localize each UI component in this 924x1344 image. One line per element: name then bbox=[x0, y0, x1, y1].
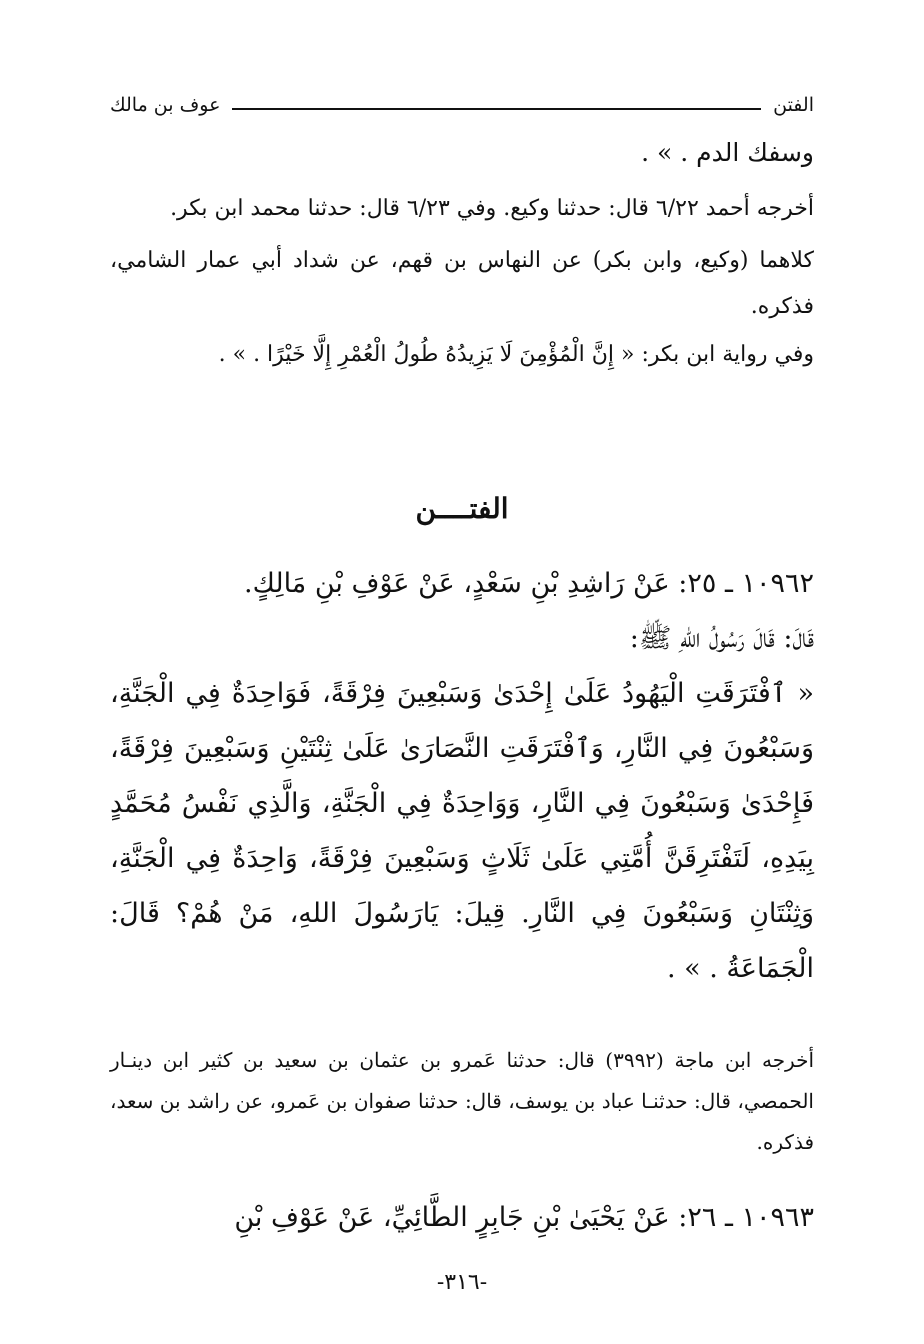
previous-hadith-tail: وسفك الدم . » . bbox=[641, 138, 814, 167]
hadith-10962-intro: قَالَ: قَالَ رَسُولُ اللهِ ﷺ: bbox=[629, 623, 814, 654]
hadith-10962 bbox=[110, 556, 814, 996]
hadith-10962-source bbox=[110, 1040, 814, 1163]
section-title: الفتــــن bbox=[415, 492, 509, 525]
hadith-10963-isnad: ١٠٩٦٣ ـ ٢٦: عَنْ يَحْيَىٰ بْنِ جَابِرٍ الطَّائِيِّ، عَنْ عَوْفِ بْنِ bbox=[234, 1202, 814, 1233]
header-narrator: عوف بن مالك bbox=[110, 94, 221, 116]
source-chain: كلاهما (وكيع، وابن بكر) عن النهاس بن قهم، عن شداد أبي عمار الشامي، فذكره. bbox=[110, 248, 814, 319]
running-header bbox=[110, 84, 814, 116]
source-ibn-majah: أخرجه ابن ماجة (٣٩٩٢) قال: حدثنا عَمرو بن عثمان بن سعيد بن كثير ابن دينـار الحمصي، قال: حدثنـا عباد بن يوسف، قال: حدثنا صفوان بن عَمرو، عن راشد بن سعد، فذكره. bbox=[110, 1048, 815, 1154]
header-rule bbox=[232, 108, 761, 110]
hadith-10962-isnad: ١٠٩٦٢ ـ ٢٥: عَنْ رَاشِدِ بْنِ سَعْدٍ، عَنْ عَوْفِ بْنِ مَالِكٍ. bbox=[244, 568, 814, 599]
hadith-10963 bbox=[110, 1190, 814, 1245]
variant-narration: وفي رواية ابن بكر: « إِنَّ الْمُؤْمِنَ لَا يَزِيدُهُ طُولُ الْعُمْرِ إِلَّا خَيْرًا . » . bbox=[218, 342, 814, 367]
hadith-10962-matn: « ٱفْتَرَقَتِ الْيَهُودُ عَلَىٰ إِحْدَىٰ وَسَبْعِينَ فِرْقَةً، فَوَاحِدَةٌ فِي الْجَنَّةِ، وَسَبْعُونَ فِي النَّارِ، وَٱفْتَرَقَتِ النَّصَارَىٰ عَلَىٰ ثِنْتَيْنِ وَسَبْعِينَ فِرْقَةً، فَإِحْدَىٰ وَسَبْعُونَ فِي النَّارِ، وَوَاحِدَةٌ فِي الْجَنَّةِ، وَالَّذِي نَفْسُ مُحَمَّدٍ بِيَدِهِ، لَتَفْتَرِقَنَّ أُمَّتِي عَلَىٰ ثَلَاثٍ وَسَبْعِينَ فِرْقَةً، وَاحِدَةٌ فِي الْجَنَّةِ، وَثِنْتَانِ وَسَبْعُونَ فِي النَّارِ. قِيلَ: يَارَسُولَ اللهِ، مَنْ هُمْ؟ قَالَ: الْجَمَاعَةُ . » . bbox=[110, 678, 814, 984]
source-ahmad: أخرجه أحمد ٦/٢٢ قال: حدثنا وكيع. وفي ٦/٢٣ قال: حدثنا محمد ابن بكر. bbox=[170, 196, 814, 221]
page-number: -٣١٦- bbox=[436, 1270, 488, 1295]
previous-hadith-block bbox=[110, 130, 814, 378]
header-chapter: الفتن bbox=[773, 94, 814, 116]
